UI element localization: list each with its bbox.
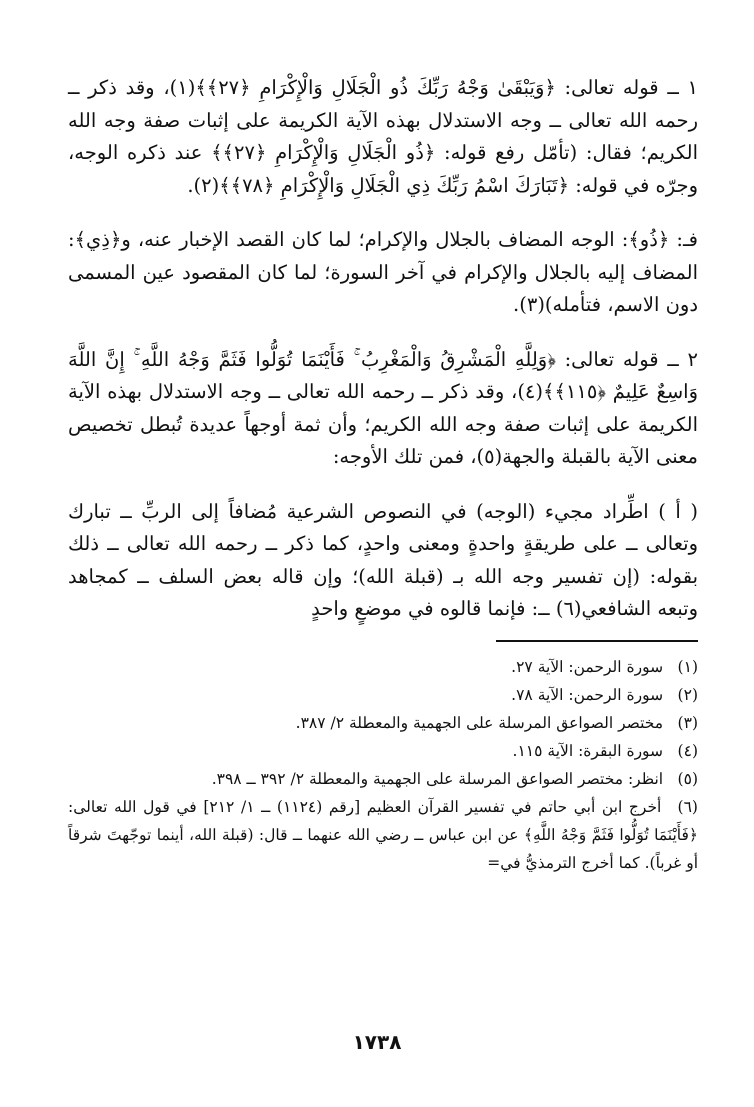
- paragraph-verse-2: ٢ ــ قوله تعالى: ﴿وَلِلَّهِ الْمَشْرِقُ وَالْمَغْرِبُ ۚ فَأَيْنَمَا تُوَلُّوا فَثَمَّ وَجْهُ اللَّهِ ۚ إِنَّ اللَّهَ وَاسِعٌ عَلِيمٌ ﴿١١٥﴾﴾(٤)، وقد ذكر ــ رحمه الله تعالى ــ وجه الاستدلال بهذه الآية الكريمة على إثبات صفة وجه الله الكريم؛ وأن ثمة أوجهاً عديدة تُبطل تخصيص معنى الآية بالقبلة والجهة(٥)، فمن تلك الأوجه:: [68, 347, 698, 468]
- footnote-item: [68, 681, 698, 709]
- footnote-item: [68, 793, 698, 877]
- footnote-text: أخرج ابن أبي حاتم في تفسير القرآن العظيم [رقم (١١٢٤) ــ ١/ ٢١٢] في قول الله تعالى: ﴿فَأَيْنَمَا تُوَلُّوا فَثَمَّ وَجْهُ اللَّهِ﴾ عن ابن عباس ــ رضي الله عنهما ــ قال: (قبلة الله، أينما توجّهتَ شرقاً أو غرباً). كما أخرج الترمذيُّ في=: [68, 797, 698, 872]
- footnote-number: (٣): [677, 713, 698, 732]
- footnote-text: انظر: مختصر الصواعق المرسلة على الجهمية والمعطلة ٢/ ٣٩٢ ــ ٣٩٨.: [211, 769, 664, 788]
- paragraph-verse-1: ١ ــ قوله تعالى: ﴿وَيَبْقَىٰ وَجْهُ رَبِّكَ ذُو الْجَلَالِ وَالْإِكْرَامِ ﴿٢٧﴾﴾(١)، وقد ذكر ــ رحمه الله تعالى ــ وجه الاستدلال بهذه الآية الكريمة على إثبات صفة وجه الله الكريم؛ فقال: (تأمّل رفع قوله: ﴿ذُو الْجَلَالِ وَالْإِكْرَامِ ﴿٢٧﴾﴾ عند ذكره الوجه، وجرّه في قوله: ﴿تَبَارَكَ اسْمُ رَبِّكَ ذِي الْجَلَالِ وَالْإِكْرَامِ ﴿٧٨﴾﴾(٢).: [68, 76, 699, 197]
- footnote-text: سورة البقرة: الآية ١١٥.: [512, 741, 664, 760]
- footnote-number: (١): [677, 657, 698, 676]
- page-body: [68, 72, 698, 877]
- paragraph-explanation: فـ: ﴿ذُو﴾: الوجه المضاف بالجلال والإكرام؛ لما كان القصد الإخبار عنه، و﴿ذِي﴾: المضاف إليه بالجلال والإكرام في آخر السورة؛ لما كان المقصود عين المسمى دون الاسم، فتأمله)(٣).: [68, 228, 698, 316]
- footnote-text: سورة الرحمن: الآية ٢٧.: [511, 657, 664, 676]
- footnote-item: [68, 765, 698, 793]
- footnote-item: [68, 653, 698, 681]
- footnote-divider: [496, 640, 698, 642]
- footnote-text: مختصر الصواعق المرسلة على الجهمية والمعطلة ٢/ ٣٨٧.: [295, 713, 664, 732]
- footnote-number: (٥): [677, 769, 698, 788]
- footnotes-list: [68, 653, 698, 877]
- footnote-number: (٤): [677, 741, 698, 760]
- footnote-item: [68, 737, 698, 765]
- footnote-text: سورة الرحمن: الآية ٧٨.: [511, 685, 664, 704]
- footnote-item: [68, 709, 698, 737]
- footnote-number: (٢): [677, 685, 698, 704]
- paragraph-point-a: ( أ ) اطِّراد مجيء (الوجه) في النصوص الشرعية مُضافاً إلى الربِّ ــ تبارك وتعالى ــ على طريقةٍ واحدةٍ ومعنى واحدٍ، كما ذكر ــ رحمه الله تعالى ــ ذلك بقوله: (إن تفسير وجه الله بـ (قبلة الله)؛ وإن قاله بعض السلف ــ كمجاهد وتبعه الشافعي(٦) ــ: فإنما قالوه في موضعٍ واحدٍ: [68, 499, 698, 620]
- page-number: ١٧٣٨: [352, 1030, 402, 1054]
- footnote-number: (٦): [677, 797, 698, 816]
